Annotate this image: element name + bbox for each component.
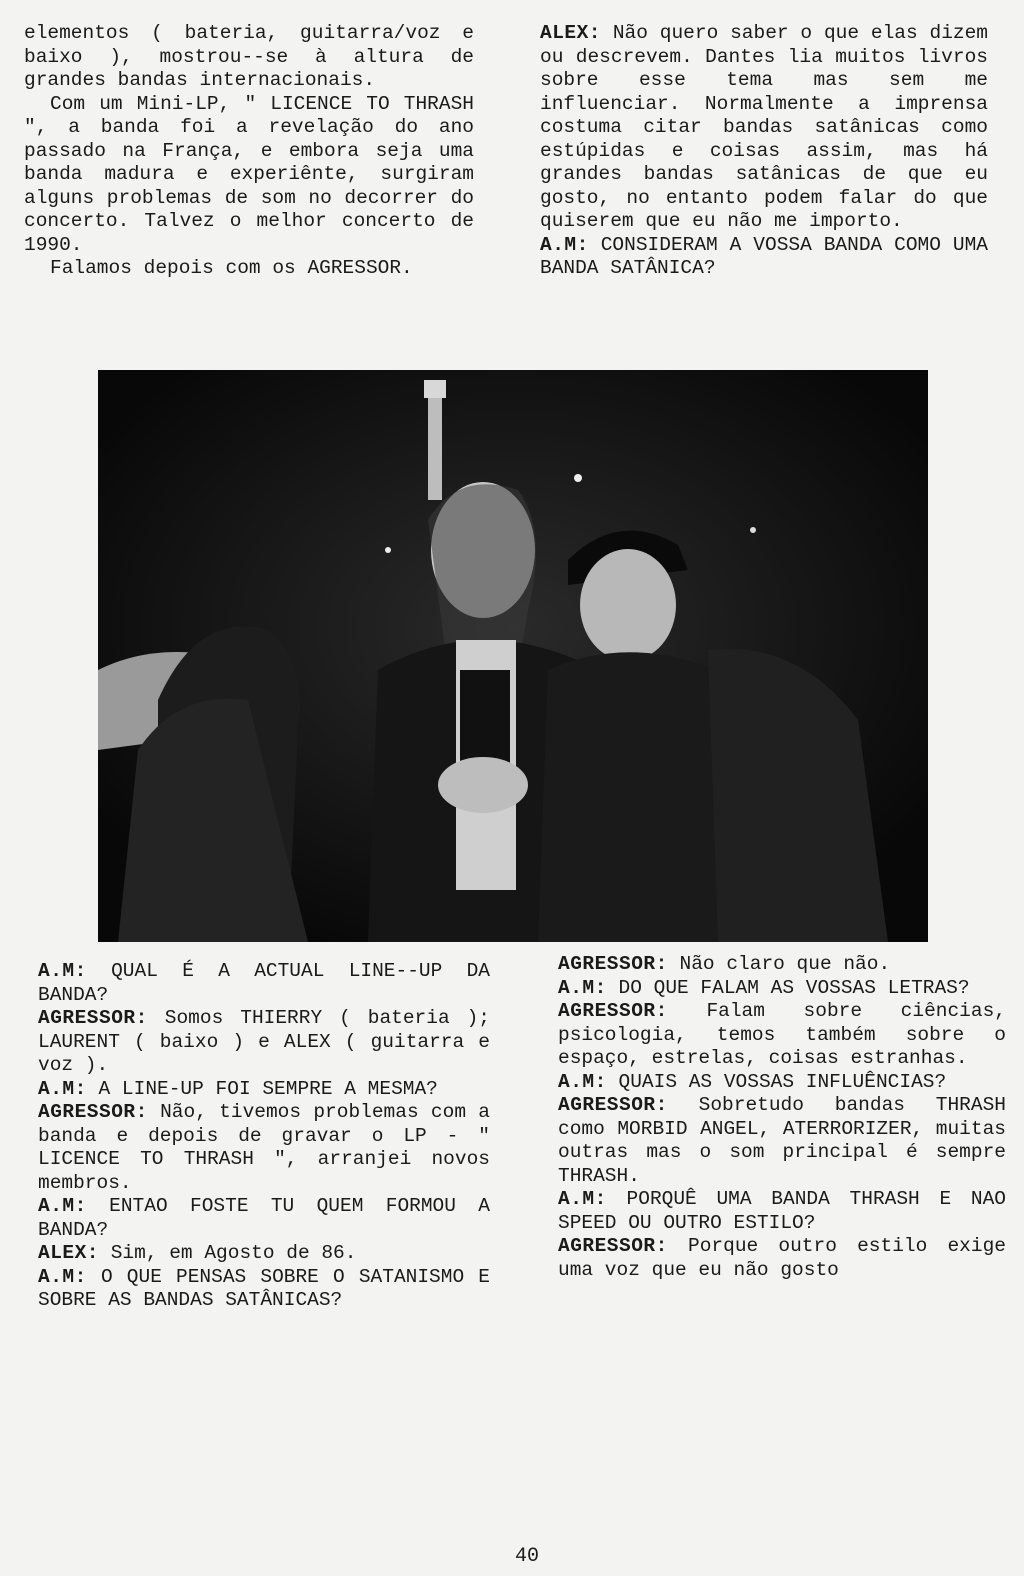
speaker-label: A.M: (558, 976, 607, 999)
interview-entry (540, 22, 988, 234)
intro-column (24, 22, 474, 281)
intro-paragraph-1: elementos ( bateria, guitarra/voz e baixo ), mostrou--se à altura de grandes bandas internacionais. (24, 22, 474, 91)
speaker-label: A.M: (38, 960, 87, 982)
entry-text: Sim, em Agosto de 86. (110, 1242, 357, 1264)
speaker-label: AGRESSOR: (558, 1094, 668, 1116)
speaker-label: ALEX: (540, 22, 602, 44)
interview-entry (38, 1007, 490, 1078)
entry-text: Não quero saber o que elas dizem ou descrevem. Dantes lia muitos livros sobre esse tema mas sem me influenciar. Normalmente a imprensa costuma citar bandas satânicas como estúpidas e coisas assim, mas há grandes bandas satânicas de que eu gosto, no entanto podem falar do que quiserem que eu não me importo. (540, 22, 989, 232)
entry-text: Sobretudo bandas THRASH como MORBID ANGEL, ATERRORIZER, muitas outras mas o som principal é sempre THRASH. (558, 1094, 1006, 1187)
interview-column-bottom-left (38, 960, 490, 1313)
speaker-label: AGRESSOR: (38, 1101, 148, 1123)
interview-entry (558, 1094, 1006, 1188)
interview-entry (540, 234, 988, 281)
speaker-label: A.M: (540, 233, 589, 256)
speaker-label: AGRESSOR: (558, 953, 668, 975)
speaker-label: AGRESSOR: (38, 1007, 148, 1029)
band-photo-image (98, 370, 928, 942)
entry-text: Não, tivemos problemas com a banda e depois de gravar o LP - " LICENCE TO THRASH ", arranjei novos membros. (38, 1101, 490, 1194)
speaker-label: A.M: (38, 1265, 87, 1288)
speaker-label: A.M: (558, 1188, 607, 1210)
entry-text: O QUE PENSAS SOBRE O SATANISMO E SOBRE AS BANDAS SATÂNICAS? (38, 1265, 490, 1311)
page-number: 40 (514, 1545, 539, 1568)
interview-entry (558, 1188, 1006, 1235)
entry-text: PORQUÊ UMA BANDA THRASH E NAO SPEED OU OUTRO ESTILO? (558, 1188, 1007, 1234)
entry-text: QUAL É A ACTUAL LINE--UP DA BANDA? (38, 960, 491, 1006)
interview-column-bottom-right (558, 953, 1006, 1282)
speaker-label: AGRESSOR: (558, 1000, 668, 1022)
entry-text: Falam sobre ciências, psicologia, temos também sobre o espaço, estrelas, coisas estranhas. (558, 1000, 1006, 1069)
entry-text: Porque outro estilo exige uma voz que eu não gosto (558, 1235, 1006, 1281)
interview-entry (38, 1195, 490, 1242)
entry-text: Somos THIERRY ( bateria ); LAURENT ( baixo ) e ALEX ( guitarra e voz ). (38, 1007, 491, 1076)
entry-text: CONSIDERAM A VOSSA BANDA COMO UMA BANDA SATÂNICA? (540, 233, 988, 279)
speaker-label: A.M: (558, 1070, 607, 1093)
interview-entry (558, 953, 1006, 977)
entry-text: A LINE-UP FOI SEMPRE A MESMA? (98, 1077, 438, 1100)
speaker-label: AGRESSOR: (558, 1235, 668, 1257)
speaker-label: ALEX: (38, 1242, 100, 1264)
band-photo (98, 370, 928, 942)
speaker-label: A.M: (38, 1077, 87, 1100)
interview-entry (558, 1235, 1006, 1282)
entry-text: QUAIS AS VOSSAS INFLUÊNCIAS? (618, 1070, 947, 1093)
speaker-label: A.M: (38, 1195, 87, 1217)
interview-entry (558, 977, 1006, 1001)
interview-entry (38, 960, 490, 1007)
entry-text: DO QUE FALAM AS VOSSAS LETRAS? (618, 976, 970, 999)
interview-entry (38, 1078, 490, 1102)
interview-entry (558, 1071, 1006, 1095)
interview-entry (38, 1242, 490, 1266)
intro-paragraph-3: Falamos depois com os AGRESSOR. (50, 257, 413, 279)
intro-paragraph-2: Com um Mini-LP, " LICENCE TO THRASH ", a banda foi a revelação do ano passado na França, e embora seja uma banda madura e experiênte, surgiram alguns problemas de som no decorrer do concerto. Talvez o melhor concerto de 1990. (24, 92, 474, 256)
interview-column-top-right (540, 22, 988, 281)
interview-entry (38, 1266, 490, 1313)
interview-entry (558, 1000, 1006, 1071)
entry-text: ENTAO FOSTE TU QUEM FORMOU A BANDA? (38, 1195, 490, 1241)
interview-entry (38, 1101, 490, 1195)
entry-text: Não claro que não. (679, 953, 891, 975)
